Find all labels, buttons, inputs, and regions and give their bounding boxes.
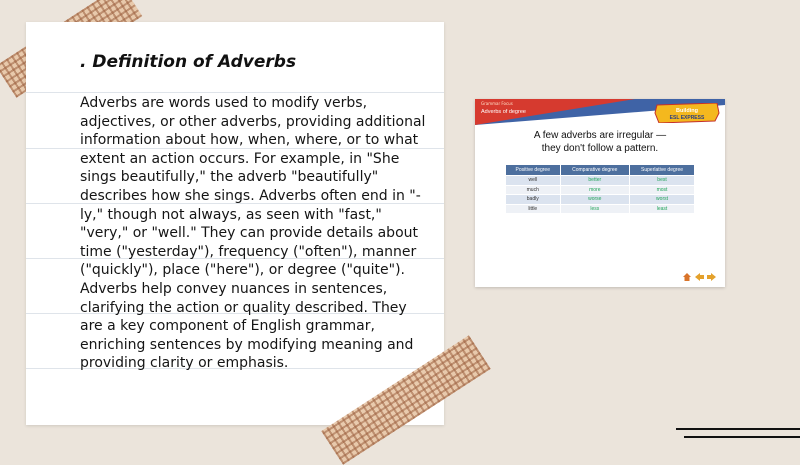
table-row (506, 204, 695, 214)
table-cell: much (506, 185, 561, 195)
table-header-superlative: Superlative degree (630, 165, 695, 176)
forward-arrow-icon (707, 273, 716, 281)
back-arrow-icon (695, 273, 704, 281)
table-row (506, 176, 695, 186)
slide-heading-line-1: A few adverbs are irregular — (533, 130, 667, 141)
paper-rule (26, 92, 444, 93)
table-cell: worse (560, 195, 630, 205)
table-cell: worst (630, 195, 695, 205)
table-cell: badly (506, 195, 561, 205)
table-cell: well (506, 176, 561, 186)
section-title: . Definition of Adverbs (80, 52, 297, 72)
table-cell: more (560, 185, 630, 195)
slide-small-label: Grammar Focus (481, 101, 513, 106)
table-cell: better (560, 176, 630, 186)
table-header-comparative: Comparative degree (560, 165, 630, 176)
slide-logo (653, 103, 721, 123)
table-cell: best (630, 176, 695, 186)
table-header-row (506, 165, 695, 176)
logo-line-2: ESL EXPRESS (669, 115, 705, 121)
home-icon (683, 273, 691, 281)
slide-heading (495, 129, 705, 155)
slide-heading-line-2: they don't follow a pattern. (541, 143, 659, 154)
grammar-slide-image (475, 99, 725, 287)
decorative-line (676, 428, 800, 430)
logo-line-1: Building (676, 108, 698, 114)
irregular-adverbs-table (505, 164, 695, 214)
table-header-positive: Positive degree (506, 165, 561, 176)
definition-paragraph: Adverbs are words used to modify verbs, adjectives, or other adverbs, providing additional information about how, when, where, or to what extent an action occurs. For example, in "She sings beautifully," the adverb "beautifully" describes how she sings. Adverbs often end in "-ly," though not always, as seen with "fast," "very," or "well." They can provide details about time ("yesterday"), frequency ("often"), manner ("quickly"), place ("here"), or degree ("quite"). Adverbs help convey nuances in sentences, clarifying the action or quality described. They are a key component of English grammar, enriching sentences by modifying meaning and providing clarity or emphasis. (80, 95, 426, 372)
slide-topic-tag: Adverbs of degree (481, 109, 526, 115)
table-row (506, 195, 695, 205)
table-cell: most (630, 185, 695, 195)
table-cell: least (630, 204, 695, 214)
table-cell: less (560, 204, 630, 214)
slide-nav-icons (682, 272, 718, 282)
table-row (506, 185, 695, 195)
decorative-line (684, 436, 800, 438)
table-cell: little (506, 204, 561, 214)
